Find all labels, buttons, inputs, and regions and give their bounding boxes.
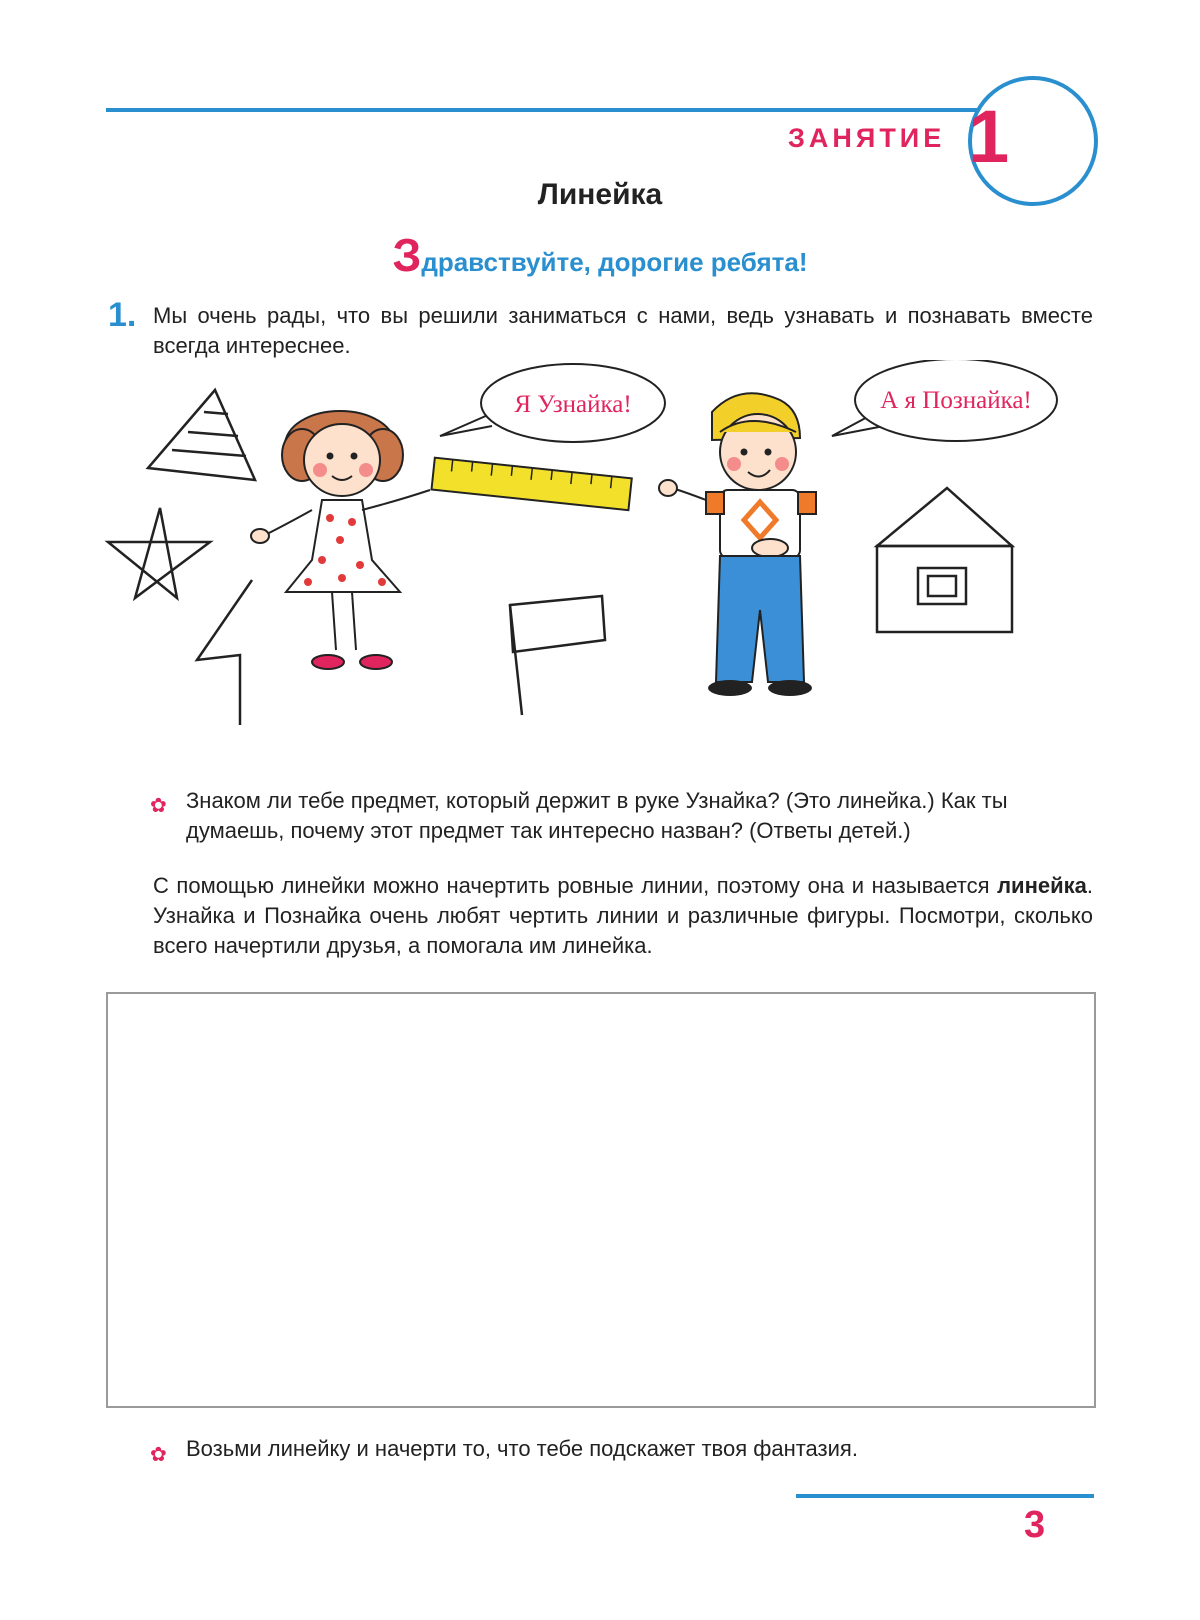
zigzag-shape — [197, 580, 252, 725]
star-shape — [108, 508, 210, 598]
boy-speech-text: А я Познайка! — [880, 387, 1032, 414]
greeting — [0, 228, 1200, 282]
task-number: 1. — [108, 296, 137, 334]
bullet-flower-icon: ✿ — [150, 795, 167, 817]
page-number: 3 — [1024, 1504, 1046, 1546]
task-intro: Мы очень рады, что вы решили заниматься с нами, ведь узнавать и познавать вместе всегда интереснее. — [153, 303, 1093, 358]
explanation-paragraph — [153, 871, 1093, 961]
drawing-area[interactable] — [106, 992, 1096, 1408]
question-1: Знаком ли тебе предмет, который держит в руке Узнайка? (Это линейка.) Как ты думаешь, почему этот предмет так интересно назван? (Ответы детей.) — [186, 788, 1008, 843]
boy-speech-bubble — [832, 360, 1057, 441]
explanation-part-1: С помощью линейки можно начертить ровные линии, поэтому она и называется — [153, 873, 998, 898]
question-2: Возьми линейку и начерти то, что тебе подскажет твоя фантазия. — [186, 1436, 858, 1461]
ruler — [432, 458, 632, 511]
boy-character — [659, 393, 816, 696]
footer-rule — [796, 1494, 1094, 1498]
explanation-bold: линейка — [997, 873, 1087, 898]
lesson-number: 1 — [968, 95, 1010, 178]
greeting-text: дравствуйте, дорогие ребята! — [421, 247, 808, 277]
bullet-flower-icon: ✿ — [150, 1444, 167, 1466]
explanation-part-2: . Узнайка и Познайка очень любят чертить линии и различные фигуры. Посмотри, сколько всего начертили друзья, а помогала им линейка. — [153, 873, 1093, 958]
girl-speech-bubble — [440, 364, 665, 442]
house-shape — [877, 488, 1012, 632]
striped-triangle — [148, 390, 255, 480]
girl-character — [251, 411, 430, 669]
header-rule — [106, 108, 986, 112]
girl-speech-text: Я Узнайка! — [514, 391, 632, 418]
greeting-initial: З — [392, 229, 422, 281]
page-title: Линейка — [537, 178, 663, 211]
illustration — [100, 360, 1100, 760]
lesson-label: ЗАНЯТИЕ — [788, 123, 946, 153]
flag-shape — [510, 596, 605, 715]
